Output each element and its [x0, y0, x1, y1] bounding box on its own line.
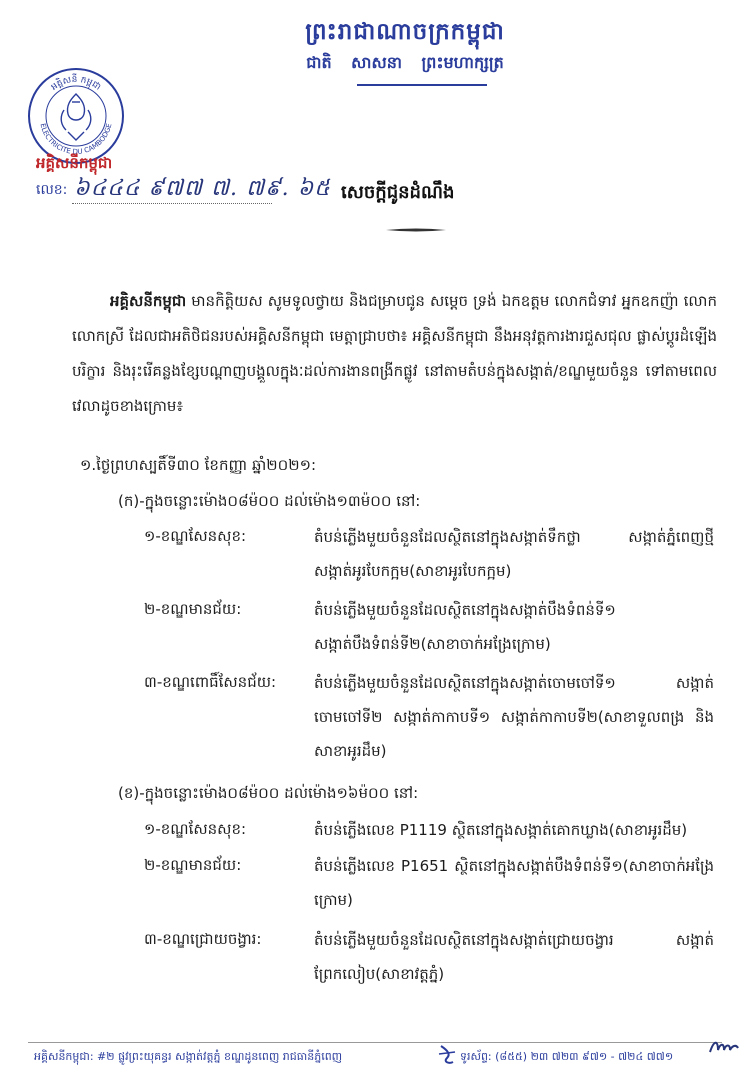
national-motto: ជាតិ សាសនា ព្រះមហាក្សត្រ [306, 53, 504, 72]
section-b-desc-1: តំបន់ភ្លើងលេខ P1119 ស្ថិតនៅក្នុងសង្កាត់គោកឃ្លាង(សាខាអូរដឹម) [314, 821, 688, 839]
kingdom-title: ព្រះរាជាណាចក្រកម្ពុជា [305, 19, 505, 45]
seal-french-text: ELECTRICITE DU CAMBODGE [38, 122, 114, 157]
reference-label: លេខ: [36, 182, 68, 198]
seal-khmer-text: អគ្គិសនី កម្ពុជា [49, 74, 103, 93]
section-a-heading: (ក)-ក្នុងចន្លោះម៉ោង០៨ម៉០០ ដល់ម៉ោង១៣ម៉០០ នៅ: [118, 492, 421, 510]
section-a-desc-3: តំបន់ភ្លើងមួយចំនួនដែលស្ថិតនៅក្នុងសង្កាត់ចោមចៅទី១ សង្កាត់ចោមចៅទី២ សង្កាត់កាកាបទី១ សង្កាត់កាកាបទី២(សាខាទួលពង្រ និងសាខាអូរដឹម) [314, 674, 714, 760]
initials-signature-icon [708, 1036, 740, 1058]
section-b-heading: (ខ)-ក្នុងចន្លោះម៉ោង០៨ម៉០០ ដល់ម៉ោង១៦ម៉០០ នៅ: [118, 784, 419, 802]
reference-number: ៦៤៤៤ ៩៧៧ ៧. ៧៩. ៦៥ [74, 176, 331, 201]
footer-phone: ទូរស័ព្ទ: (៨៥៥) ២៣ ៧២៣ ៩៧១ - ៧២៤ ៧៧១ [460, 1050, 674, 1063]
section-b-district-2: ២-ខណ្ឌមានជ័យ: [144, 856, 242, 874]
section-a-district-1: ១-ខណ្ឌសែនសុខ: [144, 527, 247, 545]
section-b-district-1: ១-ខណ្ឌសែនសុខ: [144, 820, 247, 838]
section-a-district-3: ៣-ខណ្ឌពោធិ៍សែនជ័យ: [144, 673, 277, 691]
intro-text: មានកិត្តិយស សូមទូលថ្វាយ និងជម្រាបជូន សម្ដេច ទ្រង់ ឯកឧត្តម លោកជំទាវ អ្នកឧកញ៉ា លោក លោកស្រី ដែលជាអតិថិជនរបស់អគ្គិសនីកម្ពុជា មេត្តាជ្រាបថា៖ អគ្គិសនីកម្ពុជា នឹងអនុវត្តការងារជួសជុល ផ្លាស់ប្ដូរដំឡើងបរិក្ខារ និងរុះរើគន្លងខ្សែបណ្ដាញបង្គួលក្នុងៈដល់ការងានពង្រីកផ្លូវ នៅតាមតំបន់ក្នុងសង្កាត់/ខណ្ឌមួយចំនួន ទៅតាមពេលវេលាដូចខាងក្រោម៖ [72, 292, 717, 415]
svg-text:អគ្គិសនី កម្ពុជា [49, 73, 102, 93]
edc-seal-icon [26, 66, 126, 166]
reference-underline [72, 203, 272, 204]
section-a-district-2: ២-ខណ្ឌមានជ័យ: [144, 600, 242, 618]
section-b-desc-2: តំបន់ភ្លើងលេខ P1651 ស្ថិតនៅក្នុងសង្កាត់បឹងទំពន់ទី១(សាខាចាក់អង្រែក្រោម) [314, 857, 714, 909]
intro-org-name: អគ្គិសនីកម្ពុជា [110, 292, 187, 310]
section-b-district-3: ៣-ខណ្ឌជ្រោយចង្វារ: [144, 930, 262, 948]
footer-address: អគ្គិសនីកម្ពុជា: #២ ផ្លូវព្រះយុគន្ធរ សង្កាត់វត្តភ្នំ ខណ្ឌដូនពេញ រាជធានីភ្នំពេញ [34, 1050, 343, 1063]
section-a-desc-1: តំបន់ភ្លើងមួយចំនួនដែលស្ថិតនៅក្នុងសង្កាត់ទឹកថ្លា សង្កាត់ភ្នំពេញថ្មី សង្កាត់អូរបែកក្អម(សាខាអូរបែកក្អម) [314, 528, 714, 580]
motto-underline [357, 84, 487, 86]
intro-paragraph [72, 284, 717, 424]
organization-name: អគ្គិសនីកម្ពុជា [36, 154, 113, 172]
section-a-desc-2: តំបន់ភ្លើងមួយចំនួនដែលស្ថិតនៅក្នុងសង្កាត់បឹងទំពន់ទី១ សង្កាត់បឹងទំពន់ទី២(សាខាចាក់អង្រែក្រោម) [314, 601, 616, 653]
phone-logo-icon [437, 1044, 457, 1066]
section-b-desc-3: តំបន់ភ្លើងមួយចំនួនដែលស្ថិតនៅក្នុងសង្កាត់ជ្រោយចង្វារ សង្កាត់ព្រែកលៀប(សាខាវត្តភ្នំ) [314, 931, 714, 983]
schedule-day: ១.ថ្ងៃព្រហស្បតិ៍ទី៣០ ខែកញ្ញា ឆ្នាំ២០២១: [80, 456, 317, 474]
footer-divider [28, 1042, 722, 1043]
title-divider-ornament [386, 227, 446, 233]
document-title: សេចក្ដីជូនដំណឹង [341, 182, 455, 203]
